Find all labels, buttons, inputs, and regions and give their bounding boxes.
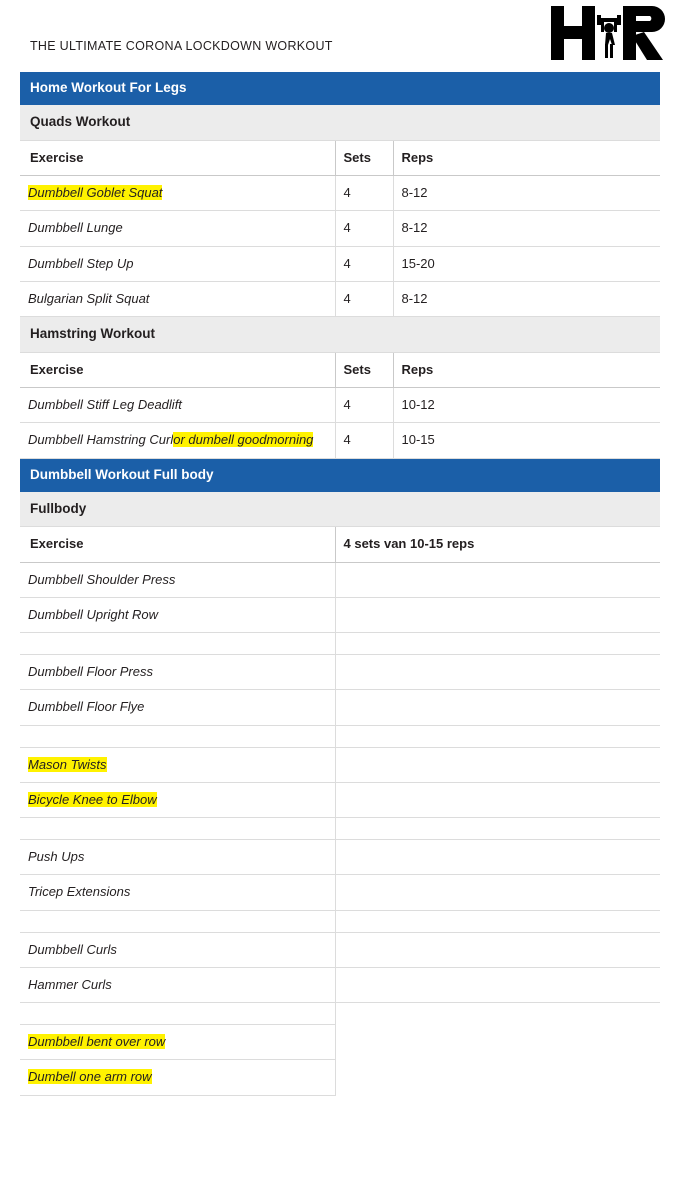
empty-cell [335, 1060, 660, 1095]
sets-value: 4 [335, 211, 393, 246]
page-title: THE ULTIMATE CORONA LOCKDOWN WORKOUT [30, 39, 333, 53]
sets-reps-value [335, 875, 660, 910]
group-title-hamstring [20, 317, 660, 353]
spacer-cell [20, 818, 335, 840]
reps-value: 8-12 [393, 281, 660, 316]
table-row [20, 1060, 660, 1095]
col-reps: Reps [393, 140, 660, 175]
exercise-name: Dumbbell Stiff Leg Deadlift [20, 388, 335, 423]
exercise-label: Dumbbell Hamstring Curl [28, 432, 174, 448]
col-exercise: Exercise [20, 140, 335, 175]
sets-reps-value [335, 562, 660, 597]
table-row [20, 176, 660, 211]
exercise-label: Mason Twists [28, 756, 107, 772]
spacer-cell [335, 633, 660, 655]
column-headers-fullbody [20, 527, 660, 562]
sets-reps-value [335, 840, 660, 875]
section-banner-label: Home Workout For Legs [20, 72, 660, 105]
table-row [20, 747, 660, 782]
table-row [20, 423, 660, 458]
reps-value: 10-15 [393, 423, 660, 458]
exercise-label: Dumbbell bent over row [28, 1034, 166, 1050]
exercise-name [20, 747, 335, 782]
group-title-label: Quads Workout [20, 105, 660, 140]
exercise-name: Hammer Curls [20, 967, 335, 1002]
exercise-name: Dumbbell Shoulder Press [20, 562, 335, 597]
group-title-label: Hamstring Workout [20, 317, 660, 353]
document-header [0, 0, 697, 72]
group-title-quads [20, 105, 660, 140]
col-sets-reps: 4 sets van 10-15 reps [335, 527, 660, 562]
spacer-cell [335, 818, 660, 840]
exercise-label: Dumbbell Goblet Squat [28, 185, 163, 200]
empty-cell [335, 1003, 660, 1025]
spacer-row [20, 1003, 660, 1025]
exercise-name [20, 423, 335, 458]
spacer-cell [20, 1003, 335, 1025]
spacer-cell [20, 633, 335, 655]
column-headers-hamstring [20, 352, 660, 387]
empty-cell [335, 1025, 660, 1060]
table-row [20, 211, 660, 246]
table-row [20, 388, 660, 423]
spacer-row [20, 633, 660, 655]
column-headers-quads [20, 140, 660, 175]
table-row [20, 967, 660, 1002]
spacer-row [20, 910, 660, 932]
workout-tables [0, 72, 697, 1096]
workout-table [20, 72, 660, 1096]
exercise-name [20, 1060, 335, 1095]
sets-reps-value [335, 782, 660, 817]
col-sets: Sets [335, 352, 393, 387]
col-exercise: Exercise [20, 352, 335, 387]
exercise-name: Dumbbell Curls [20, 932, 335, 967]
reps-value: 8-12 [393, 176, 660, 211]
table-row [20, 281, 660, 316]
table-row [20, 840, 660, 875]
sets-reps-value [335, 597, 660, 632]
exercise-name: Push Ups [20, 840, 335, 875]
sets-reps-value [335, 655, 660, 690]
sets-value: 4 [335, 246, 393, 281]
exercise-name: Dumbbell Lunge [20, 211, 335, 246]
section-banner-label: Dumbbell Workout Full body [20, 458, 660, 491]
exercise-name: Bulgarian Split Squat [20, 281, 335, 316]
col-exercise: Exercise [20, 527, 335, 562]
spacer-cell [20, 910, 335, 932]
exercise-name: Dumbbell Upright Row [20, 597, 335, 632]
sets-reps-value [335, 932, 660, 967]
spacer-row [20, 818, 660, 840]
group-title-fullbody [20, 492, 660, 527]
exercise-name [20, 176, 335, 211]
section-banner-legs [20, 72, 660, 105]
spacer-cell [335, 910, 660, 932]
reps-value: 8-12 [393, 211, 660, 246]
exercise-name: Dumbbell Floor Press [20, 655, 335, 690]
sets-value: 4 [335, 176, 393, 211]
sets-value: 4 [335, 388, 393, 423]
table-row [20, 655, 660, 690]
table-row [20, 932, 660, 967]
table-row [20, 782, 660, 817]
sets-reps-value [335, 690, 660, 725]
table-row [20, 690, 660, 725]
exercise-note: or dumbell goodmorning [173, 432, 314, 448]
group-title-label: Fullbody [20, 492, 660, 527]
spacer-cell [20, 725, 335, 747]
reps-value: 15-20 [393, 246, 660, 281]
spacer-cell [335, 725, 660, 747]
hr-logo-icon [549, 2, 665, 64]
col-reps: Reps [393, 352, 660, 387]
exercise-name: Dumbbell Step Up [20, 246, 335, 281]
sets-value: 4 [335, 281, 393, 316]
exercise-name: Tricep Extensions [20, 875, 335, 910]
sets-reps-value [335, 747, 660, 782]
sets-reps-value [335, 967, 660, 1002]
reps-value: 10-12 [393, 388, 660, 423]
table-row [20, 597, 660, 632]
spacer-row [20, 725, 660, 747]
exercise-label: Bicycle Knee to Elbow [28, 791, 157, 807]
table-row [20, 562, 660, 597]
table-row [20, 875, 660, 910]
col-sets: Sets [335, 140, 393, 175]
exercise-name: Dumbbell Floor Flye [20, 690, 335, 725]
table-row [20, 246, 660, 281]
sets-value: 4 [335, 423, 393, 458]
section-banner-fullbody [20, 458, 660, 491]
exercise-label: Dumbell one arm row [28, 1069, 152, 1085]
table-row [20, 1025, 660, 1060]
exercise-name [20, 1025, 335, 1060]
exercise-name [20, 782, 335, 817]
